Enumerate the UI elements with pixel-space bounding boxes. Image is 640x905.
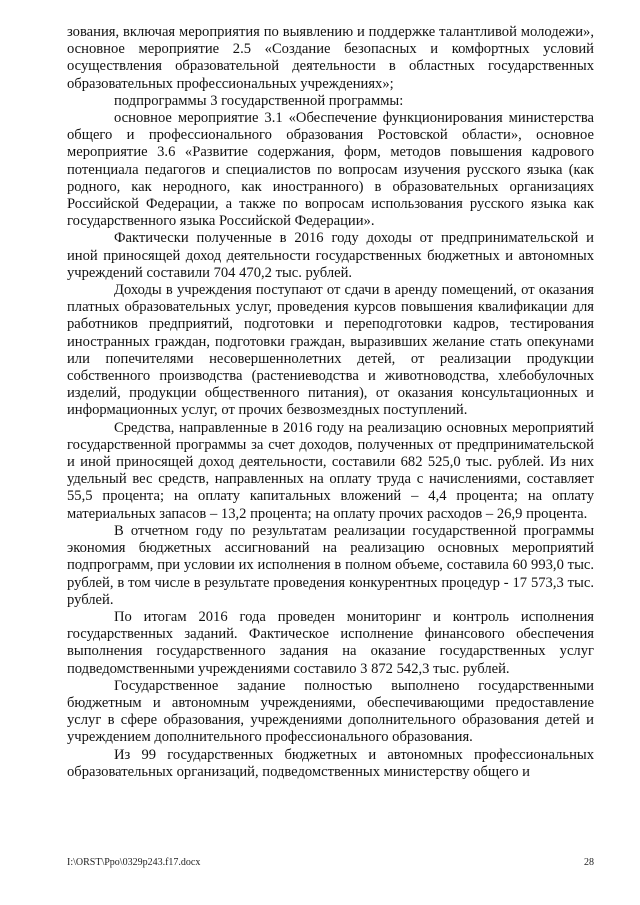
paragraph-5: Доходы в учреждения поступают от сдачи в аренду помещений, от оказания платных образовательных услуг, проведения курсов повышения квалификации для работников предприятий, подготовки и переподготовки кадров, тестирования иностранных граждан, подготовки граждан, выразивших желание стать опекунами или попечителями несовершеннолетних детей, от реализации продукции собственного производства (растениеводства и животноводства, хлебобулочных изделий, продукции общественного питания), от оказания консультационных и информационных услуг, от прочих безвозмездных поступлений. — [67, 282, 594, 419]
paragraph-7: В отчетном году по результатам реализации государственной программы экономия бюджетных ассигнований на реализацию основных мероприятий подпрограмм, при условии их исполнения в полном объеме, составила 60 993,0 тыс. рублей, в том числе в результате проведения конкурентных процедур - 17 573,3 тыс. рублей. — [67, 522, 594, 608]
paragraph-3: основное мероприятие 3.1 «Обеспечение функционирования министерства общего и профессионального образования Ростовской области», основное мероприятие 3.6 «Развитие содержания, форм, методов повышения кадрового потенциала педагогов и специалистов по вопросам изучения русского языка (как родного, как неродного, как иностранного) в образовательных организациях Российской Федерации, а также по вопросам использования русского языка как государственного языка Российской Федерации». — [67, 110, 594, 230]
paragraph-8: По итогам 2016 года проведен мониторинг и контроль исполнения государственных заданий. Фактическое исполнение финансового обеспечения выполнения государственного задания на оказание государственных услуг подведомственными учреждениями составило 3 872 542,3 тыс. рублей. — [67, 608, 594, 677]
footer-page-number: 28 — [584, 857, 594, 868]
paragraph-10: Из 99 государственных бюджетных и автономных профессиональных образовательных организаций, подведомственных министерству общего и — [67, 746, 594, 780]
paragraph-2: подпрограммы 3 государственной программы: — [114, 92, 404, 109]
paragraph-6: Средства, направленные в 2016 году на реализацию основных мероприятий государственной программы за счет доходов, полученных от предпринимательской и иной приносящей доход деятельности, составили 682 525,0 тыс. рублей. Из них удельный вес средств, направленных на оплату труда с начислениями, составляет 55,5 процента; на оплату капитальных вложений – 4,4 процента; на оплату материальных запасов – 13,2 процента; на оплату прочих расходов – 26,9 процента. — [67, 419, 594, 522]
footer-file-path: I:\ORST\Ppo\0329p243.f17.docx — [67, 857, 201, 868]
document-body — [67, 24, 594, 781]
paragraph-4: Фактически полученные в 2016 году доходы от предпринимательской и иной приносящей доход деятельности государственных бюджетных и автономных учреждений составили 704 470,2 тыс. рублей. — [67, 230, 594, 281]
paragraph-1: зования, включая мероприятия по выявлению и поддержке талантливой молодежи», основное мероприятие 2.5 «Создание безопасных и комфортных условий осуществления образовательной деятельности в областных государственных образовательных профессиональных учреждениях»; — [67, 24, 594, 92]
paragraph-9: Государственное задание полностью выполнено государственными бюджетным и автономным учреждениями, обеспечивающими предоставление услуг в сфере образования, учреждениями дополнительного образования детей и учреждением дополнительного профессионального образования. — [67, 677, 594, 746]
